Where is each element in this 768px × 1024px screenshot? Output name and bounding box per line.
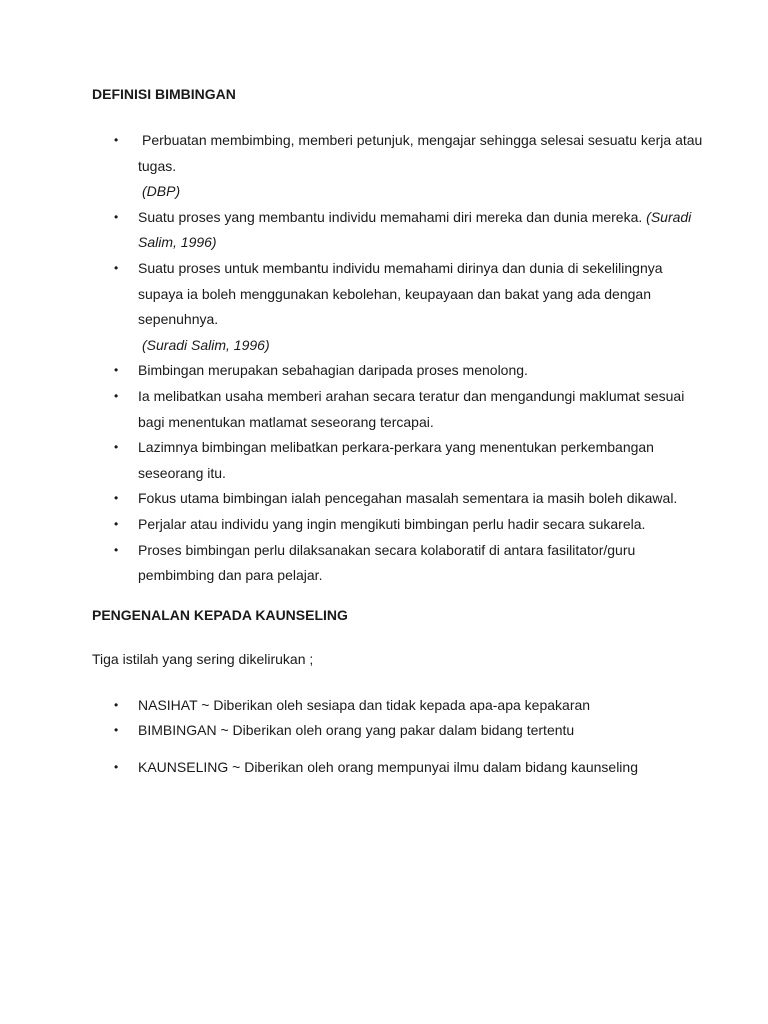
list-item — [92, 384, 708, 435]
section-heading-kaunseling: PENGENALAN KEPADA KAUNSELING — [92, 606, 348, 623]
list-item-citation: (Suradi Salim, 1996) — [142, 336, 270, 353]
list-item-text: Proses bimbingan perlu dilaksanakan secara kolaboratif di antara fasilitator/guru pembimbing dan para pelajar. — [138, 541, 636, 584]
intro-text: Tiga istilah yang sering dikelirukan ; — [92, 650, 314, 667]
bullet-icon: • — [114, 260, 119, 275]
bullet-icon: • — [114, 759, 119, 774]
list-item — [92, 205, 708, 256]
list-item-text: Suatu proses untuk membantu individu memahami dirinya dan dunia di sekelilingnya supaya ia boleh menggunakan kebolehan, keupayaan dan bakat yang ada dengan sepenuhnya. — [138, 259, 663, 328]
list-item — [92, 755, 708, 781]
list-item-citation: (DBP) — [142, 183, 181, 200]
list-item — [92, 538, 708, 589]
list-item-text: Perbuatan membimbing, memberi petunjuk, mengajar sehingga selesai sesuatu kerja atau tugas. — [138, 132, 703, 174]
list-item-text: Fokus utama bimbingan ialah pencegahan masalah sementara ia masih boleh dikawal. — [138, 490, 678, 507]
bullet-icon: • — [114, 723, 119, 738]
list-item — [92, 128, 708, 205]
list-item-text: Ia melibatkan usaha memberi arahan secara teratur dan mengandungi maklumat sesuai bagi menentukan matlamat seseorang tercapai. — [138, 387, 685, 430]
list-item-text: Suatu proses yang membantu individu memahami diri mereka dan dunia mereka. — [138, 208, 643, 225]
list-item — [92, 512, 708, 538]
list-item — [92, 486, 708, 512]
list-item — [92, 358, 708, 384]
bullet-icon: • — [114, 491, 119, 506]
bullet-icon: • — [114, 697, 119, 712]
bullet-icon: • — [114, 363, 119, 378]
section-heading-definisi: DEFINISI BIMBINGAN — [92, 86, 236, 102]
list-item-text: Lazimnya bimbingan melibatkan perkara-perkara yang menentukan perkembangan seseorang itu. — [138, 439, 654, 481]
list-item-text: Bimbingan merupakan sebahagian daripada proses menolong. — [138, 362, 528, 379]
definition-list — [92, 128, 708, 589]
bullet-icon: • — [114, 542, 119, 557]
list-item-citation: (Suradi Salim, 1996) — [138, 208, 692, 251]
list-item-text: BIMBINGAN ~ Diberikan oleh orang yang pakar dalam bidang tertentu — [138, 722, 575, 739]
list-item-text: NASIHAT ~ Diberikan oleh sesiapa dan tidak kepada apa-apa kepakaran — [138, 696, 591, 713]
list-item-text: KAUNSELING ~ Diberikan oleh orang mempunyai ilmu dalam bidang kaunseling — [138, 758, 638, 775]
list-item — [92, 435, 708, 486]
list-item-text: Perjalar atau individu yang ingin mengikuti bimbingan perlu hadir secara sukarela. — [138, 515, 646, 532]
list-item — [92, 256, 708, 358]
bullet-icon: • — [114, 133, 119, 147]
list-item — [92, 693, 708, 719]
bullet-icon: • — [114, 209, 119, 224]
terms-list — [92, 693, 708, 781]
bullet-icon: • — [114, 388, 119, 403]
list-item — [92, 718, 708, 744]
bullet-icon: • — [114, 516, 119, 531]
bullet-icon: • — [114, 440, 119, 455]
